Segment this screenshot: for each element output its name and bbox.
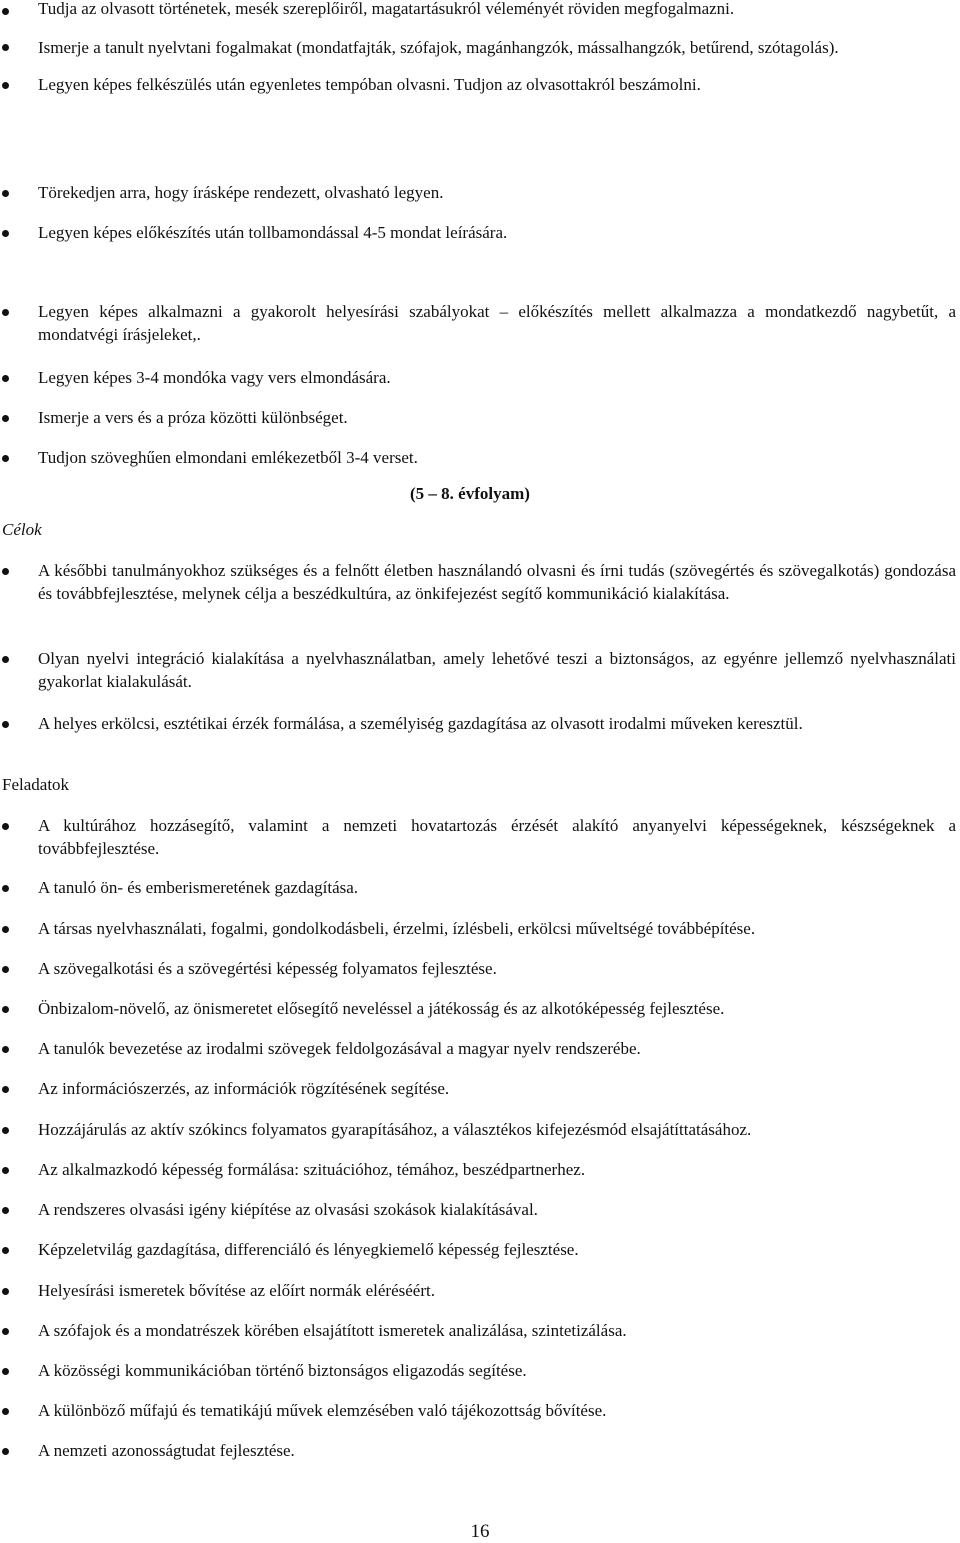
bullet-icon <box>2 823 9 830</box>
bullet-icon <box>2 230 9 237</box>
list-item: A szófajok és a mondatrészek körében elsajátított ismeretek analizálása, szintetizálása. <box>38 1321 627 1340</box>
list-item: A helyes erkölcsi, esztétikai érzék formálása, a személyiség gazdagítása az olvasott irodalmi műveken keresztül. <box>38 714 803 733</box>
bullet-icon <box>2 44 9 51</box>
list-item: Legyen képes 3-4 mondóka vagy vers elmondására. <box>38 368 391 387</box>
bullet-icon <box>2 455 9 462</box>
list-item: Az információszerzés, az információk rögzítésének segítése. <box>38 1079 450 1098</box>
list-item: A tanulók bevezetése az irodalmi szövegek feldolgozásával a magyar nyelv rendszerébe. <box>38 1039 641 1058</box>
bullet-icon <box>2 1086 9 1093</box>
list-item: A társas nyelvhasználati, fogalmi, gondolkodásbeli, érzelmi, ízlésbeli, erkölcsi műveltségé továbbépítése. <box>38 919 756 938</box>
bullet-icon <box>2 885 9 892</box>
list-item: A nemzeti azonosságtudat fejlesztése. <box>38 1441 295 1460</box>
bullet-icon <box>2 309 9 316</box>
list-item: Tudjon szöveghűen elmondani emlékezetből 3-4 verset. <box>38 448 418 467</box>
list-item: A rendszeres olvasási igény kiépítése az olvasási szokások kialakításával. <box>38 1200 538 1219</box>
bullet-icon <box>2 966 9 973</box>
bullet-icon <box>2 82 9 89</box>
bullet-icon <box>2 1408 9 1415</box>
bullet-icon <box>2 721 9 728</box>
list-item: Az alkalmazkodó képesség formálása: szituációhoz, témához, beszédpartnerhez. <box>38 1160 586 1179</box>
bullet-icon <box>2 190 9 197</box>
list-item: A későbbi tanulmányokhoz szükséges és a felnőtt életben használandó olvasni és írni tudás (szövegértés és szövegalkotás) gondozása és továbbfejlesztése, melynek célja a beszédkultúra, az önkifejezést segítő kommunikáció kialakítása. <box>38 561 956 603</box>
list-item: Hozzájárulás az aktív szókincs folyamatos gyarapításához, a választékos kifejezésmód elsajátíttatásához. <box>38 1120 752 1139</box>
list-item: Ismerje a tanult nyelvtani fogalmakat (mondatfajták, szófajok, magánhangzók, mássalhangzók, betűrend, szótagolás). <box>38 38 839 57</box>
bullet-icon <box>2 926 9 933</box>
list-item: Olyan nyelvi integráció kialakítása a nyelvhasználatban, amely lehetővé teszi a biztonságos, az egyénre jellemző nyelvhasználati gyakorlat kialakulását. <box>38 649 956 691</box>
list-item: Tudja az olvasott történetek, mesék szereplőiről, magatartásukról véleményét röviden megfogalmazni. <box>38 0 735 18</box>
grade-label: (5 – 8. évfolyam) <box>410 484 530 503</box>
bullet-icon <box>2 1127 9 1134</box>
bullet-icon <box>2 1006 9 1013</box>
list-item: Törekedjen arra, hogy írásképe rendezett, olvasható legyen. <box>38 183 444 202</box>
list-item: Ismerje a vers és a próza közötti különbséget. <box>38 408 348 427</box>
bullet-icon <box>2 1328 9 1335</box>
list-item: A tanuló ön- és emberismeretének gazdagítása. <box>38 878 359 897</box>
list-item: Helyesírási ismeretek bővítése az előírt normák eléréséért. <box>38 1281 435 1300</box>
list-item: A szövegalkotási és a szövegértési képesség folyamatos fejlesztése. <box>38 959 497 978</box>
bullet-icon <box>2 656 9 663</box>
list-item: Legyen képes felkészülés után egyenletes tempóban olvasni. Tudjon az olvasottakról beszámolni. <box>38 75 701 94</box>
list-item: Önbizalom-növelő, az önismeretet elősegítő neveléssel a játékosság és az alkotóképesség fejlesztése. <box>38 999 725 1018</box>
list-item: A kultúrához hozzásegítő, valamint a nemzeti hovatartozás érzését alakító anyanyelvi képességeknek, készségeknek a továbbfejlesztése. <box>38 816 956 858</box>
bullet-icon <box>2 415 9 422</box>
list-item: A közösségi kommunikációban történő biztonságos eligazodás segítése. <box>38 1361 527 1380</box>
bullet-icon <box>2 1046 9 1053</box>
bullet-icon <box>2 8 9 15</box>
bullet-icon <box>2 1368 9 1375</box>
bullet-icon <box>2 1448 9 1455</box>
list-item: Legyen képes előkészítés után tollbamondással 4-5 mondat leírására. <box>38 223 508 242</box>
section-heading-celok: Célok <box>2 520 42 539</box>
bullet-icon <box>2 1207 9 1214</box>
bullet-icon <box>2 1288 9 1295</box>
list-item: Legyen képes alkalmazni a gyakorolt helyesírási szabályokat – előkészítés mellett alkalmazza a mondatkezdő nagybetűt, a mondatvégi írásjeleket,. <box>38 302 956 344</box>
section-heading-feladatok: Feladatok <box>2 775 70 794</box>
bullet-icon <box>2 568 9 575</box>
page-number: 16 <box>470 1521 490 1542</box>
list-item: Képzeletvilág gazdagítása, differenciáló és lényegkiemelő képesség fejlesztése. <box>38 1240 579 1259</box>
list-item: A különböző műfajú és tematikájú művek elemzésében való tájékozottság bővítése. <box>38 1401 607 1420</box>
bullet-icon <box>2 375 9 382</box>
bullet-icon <box>2 1247 9 1254</box>
bullet-icon <box>2 1167 9 1174</box>
